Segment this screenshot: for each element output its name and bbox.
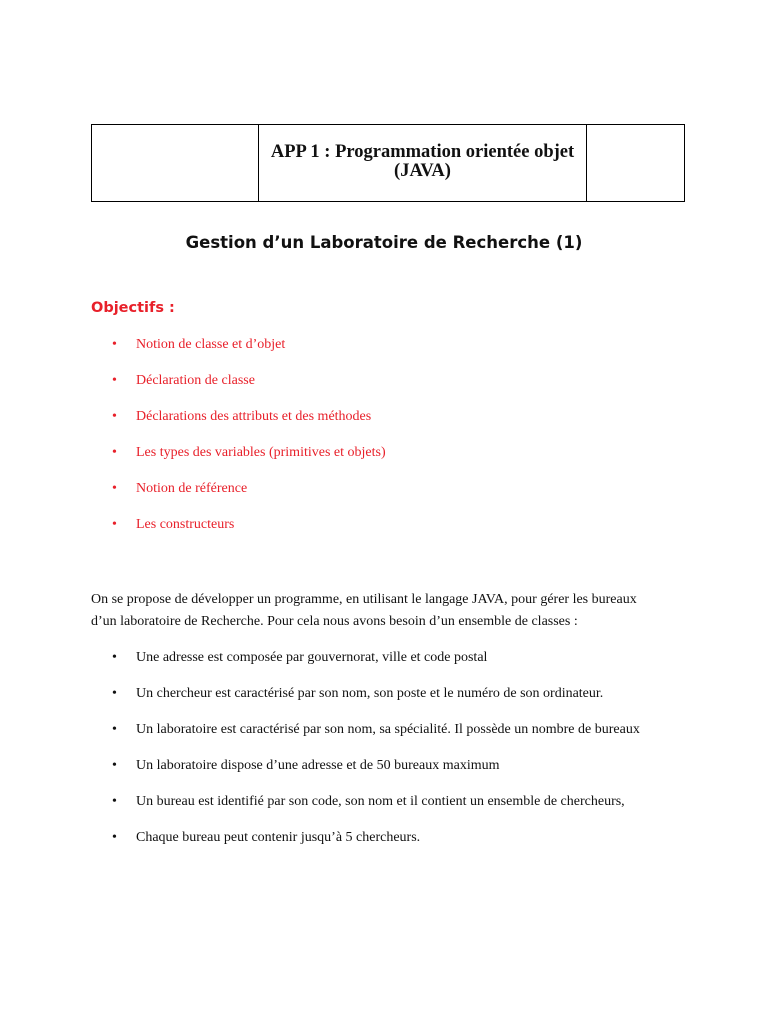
bullet-icon: •: [112, 409, 117, 424]
objective-item: [112, 516, 386, 552]
requirement-item: [112, 685, 640, 721]
objective-item: [112, 480, 386, 516]
bullet-icon: •: [112, 481, 117, 496]
requirement-item: [112, 757, 640, 793]
requirements-list: [112, 649, 640, 865]
bullet-icon: •: [112, 517, 117, 532]
requirement-item: [112, 721, 640, 757]
header-table: [91, 124, 685, 202]
objective-text: Notion de référence: [136, 481, 248, 496]
bullet-icon: •: [112, 337, 117, 352]
requirement-text: Une adresse est composée par gouvernorat, ville et code postal: [136, 650, 488, 665]
intro-paragraph: [91, 589, 691, 633]
objective-item: [112, 336, 386, 372]
header-cell-left: [92, 125, 259, 202]
course-title-line1: APP 1 : Programmation orientée objet: [270, 142, 575, 162]
intro-line-2: d’un laboratoire de Recherche. Pour cela nous avons besoin d’un ensemble de classes :: [91, 614, 578, 629]
bullet-icon: •: [112, 722, 117, 737]
header-cell-title: [259, 125, 587, 202]
requirement-text: Un chercheur est caractérisé par son nom, son poste et le numéro de son ordinateur.: [136, 686, 604, 701]
objectives-list: [112, 336, 386, 552]
document-title: Gestion d’un Laboratoire de Recherche (1): [185, 233, 583, 252]
requirement-text: Chaque bureau peut contenir jusqu’à 5 chercheurs.: [136, 830, 421, 845]
objective-text: Les types des variables (primitives et objets): [136, 445, 386, 460]
bullet-icon: •: [112, 650, 117, 665]
intro-line-1: On se propose de développer un programme, en utilisant le langage JAVA, pour gérer les bureaux: [91, 592, 637, 607]
requirement-item: [112, 829, 640, 865]
requirement-item: [112, 649, 640, 685]
bullet-icon: •: [112, 830, 117, 845]
bullet-icon: •: [112, 445, 117, 460]
requirement-text: Un bureau est identifié par son code, son nom et il contient un ensemble de chercheurs,: [136, 794, 625, 809]
requirement-text: Un laboratoire dispose d’une adresse et de 50 bureaux maximum: [136, 758, 500, 773]
header-cell-right: [587, 125, 685, 202]
objective-text: Déclaration de classe: [136, 373, 255, 388]
course-title-line2: (JAVA): [394, 161, 451, 181]
requirement-item: [112, 793, 640, 829]
objective-item: [112, 372, 386, 408]
objectives-heading: Objectifs :: [91, 300, 175, 316]
objective-text: Notion de classe et d’objet: [136, 337, 286, 352]
bullet-icon: •: [112, 686, 117, 701]
objective-item: [112, 444, 386, 480]
bullet-icon: •: [112, 794, 117, 809]
bullet-icon: •: [112, 373, 117, 388]
objective-text: Les constructeurs: [136, 517, 235, 532]
requirement-text: Un laboratoire est caractérisé par son nom, sa spécialité. Il possède un nombre de bureaux: [136, 722, 640, 737]
bullet-icon: •: [112, 758, 117, 773]
objective-item: [112, 408, 386, 444]
objective-text: Déclarations des attributs et des méthodes: [136, 409, 372, 424]
